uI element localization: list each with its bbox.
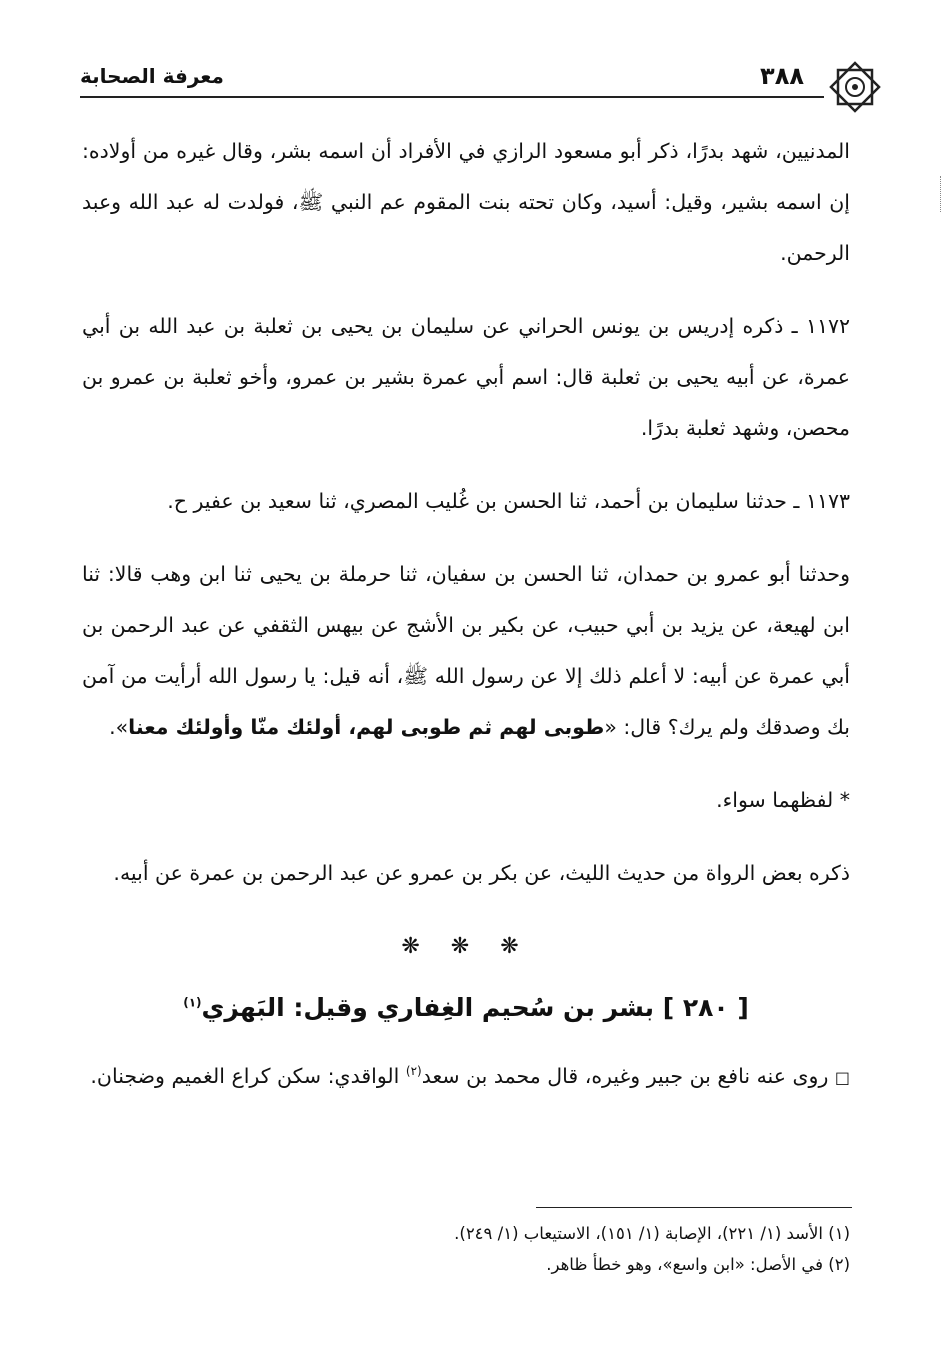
footnote-1: (١) الأسد (١/ ٢٢١)، الإصابة (١/ ١٥١)، الاستيعاب (١/ ٢٤٩). [454, 1224, 850, 1243]
entry-text-a: روى عنه نافع بن جبير وغيره، قال محمد بن سعد [421, 1064, 829, 1088]
paragraph-narration: ذكره بعض الرواة من حديث الليث، عن بكر بن عمرو عن عبد الرحمن بن عمرة عن أبيه. [113, 861, 850, 885]
section-separator: ❋ ❋ ❋ [401, 934, 531, 959]
entry-heading-note-ref: (١) [183, 995, 202, 1010]
square-icon: □ [834, 1068, 850, 1087]
scan-edge-mark [940, 176, 944, 212]
hadith-text: وحدثنا أبو عمرو بن حمدان، ثنا الحسن بن سفيان، ثنا حرملة بن يحيى ثنا ابن وهب قالا: ثنا ابن لهيعة، عن يزيد بن أبي حبيب، عن بكير بن الأشج عن بيهس الثقفي عن عبد الرحمن بن أبي عمرة عن أبيه: لا أعلم ذلك إلا عن رسول الله ﷺ، أنه قيل: يا رسول الله أرأيت من آمن بك وصدقك ولم يرك؟ قال: « [82, 562, 850, 739]
paragraph-hadith [82, 549, 850, 753]
footnote-rule [536, 1207, 852, 1208]
hadith-quote: طوبى لهم ثم طوبى لهم، أولئك منّا وأولئك معنا [128, 715, 605, 739]
footnotes [120, 1218, 850, 1280]
main-text [82, 126, 850, 1125]
hadith-quote-end: ». [109, 715, 129, 739]
page-header [80, 52, 870, 108]
paragraph-1: المدنيين، شهد بدرًا، ذكر أبو مسعود الرازي في الأفراد أن اسمه بشر، وقال غيره من أولاده: إن اسمه بشير، وقيل: أسيد، وكان تحته بنت المقوم عم النبي ﷺ، فولدت له عبد الله وعبد الرحمن. [82, 139, 850, 265]
entry-heading [82, 982, 850, 1033]
entry-text [82, 1051, 850, 1103]
paragraph-1173: ١١٧٣ ـ حدثنا سليمان بن أحمد، ثنا الحسن بن غُليب المصري، ثنا سعيد بن عفير ح. [167, 489, 850, 513]
paragraph-1172: ١١٧٢ ـ ذكره إدريس بن يونس الحراني عن سليمان بن يحيى بن ثعلبة بن عبد الله بن أبي عمرة، عن أبيه يحيى بن ثعلبة قال: اسم أبي عمرة بشير بن عمرو، وأخو ثعلبة بن عمرو بن محصن، وشهد ثعلبة بدرًا. [82, 314, 850, 440]
entry-heading-text: [ ٢٨٠ ] بشر بن سُحيم الغِفاري وقيل: البَهزي [201, 993, 749, 1022]
header-rule [80, 96, 824, 98]
running-title: معرفة الصحابة [80, 64, 224, 88]
page-number: ٣٨٨ [760, 62, 804, 90]
entry-text-b: الواقدي: سكن كراع الغميم وضجنان. [90, 1064, 400, 1088]
paragraph-note: * لفظهما سواء. [716, 788, 850, 812]
footnote-2: (٢) في الأصل: «ابن واسع»، وهو خطأ ظاهر. [546, 1255, 850, 1274]
ornament-icon [828, 60, 882, 114]
entry-note-ref: (٢) [405, 1064, 422, 1079]
